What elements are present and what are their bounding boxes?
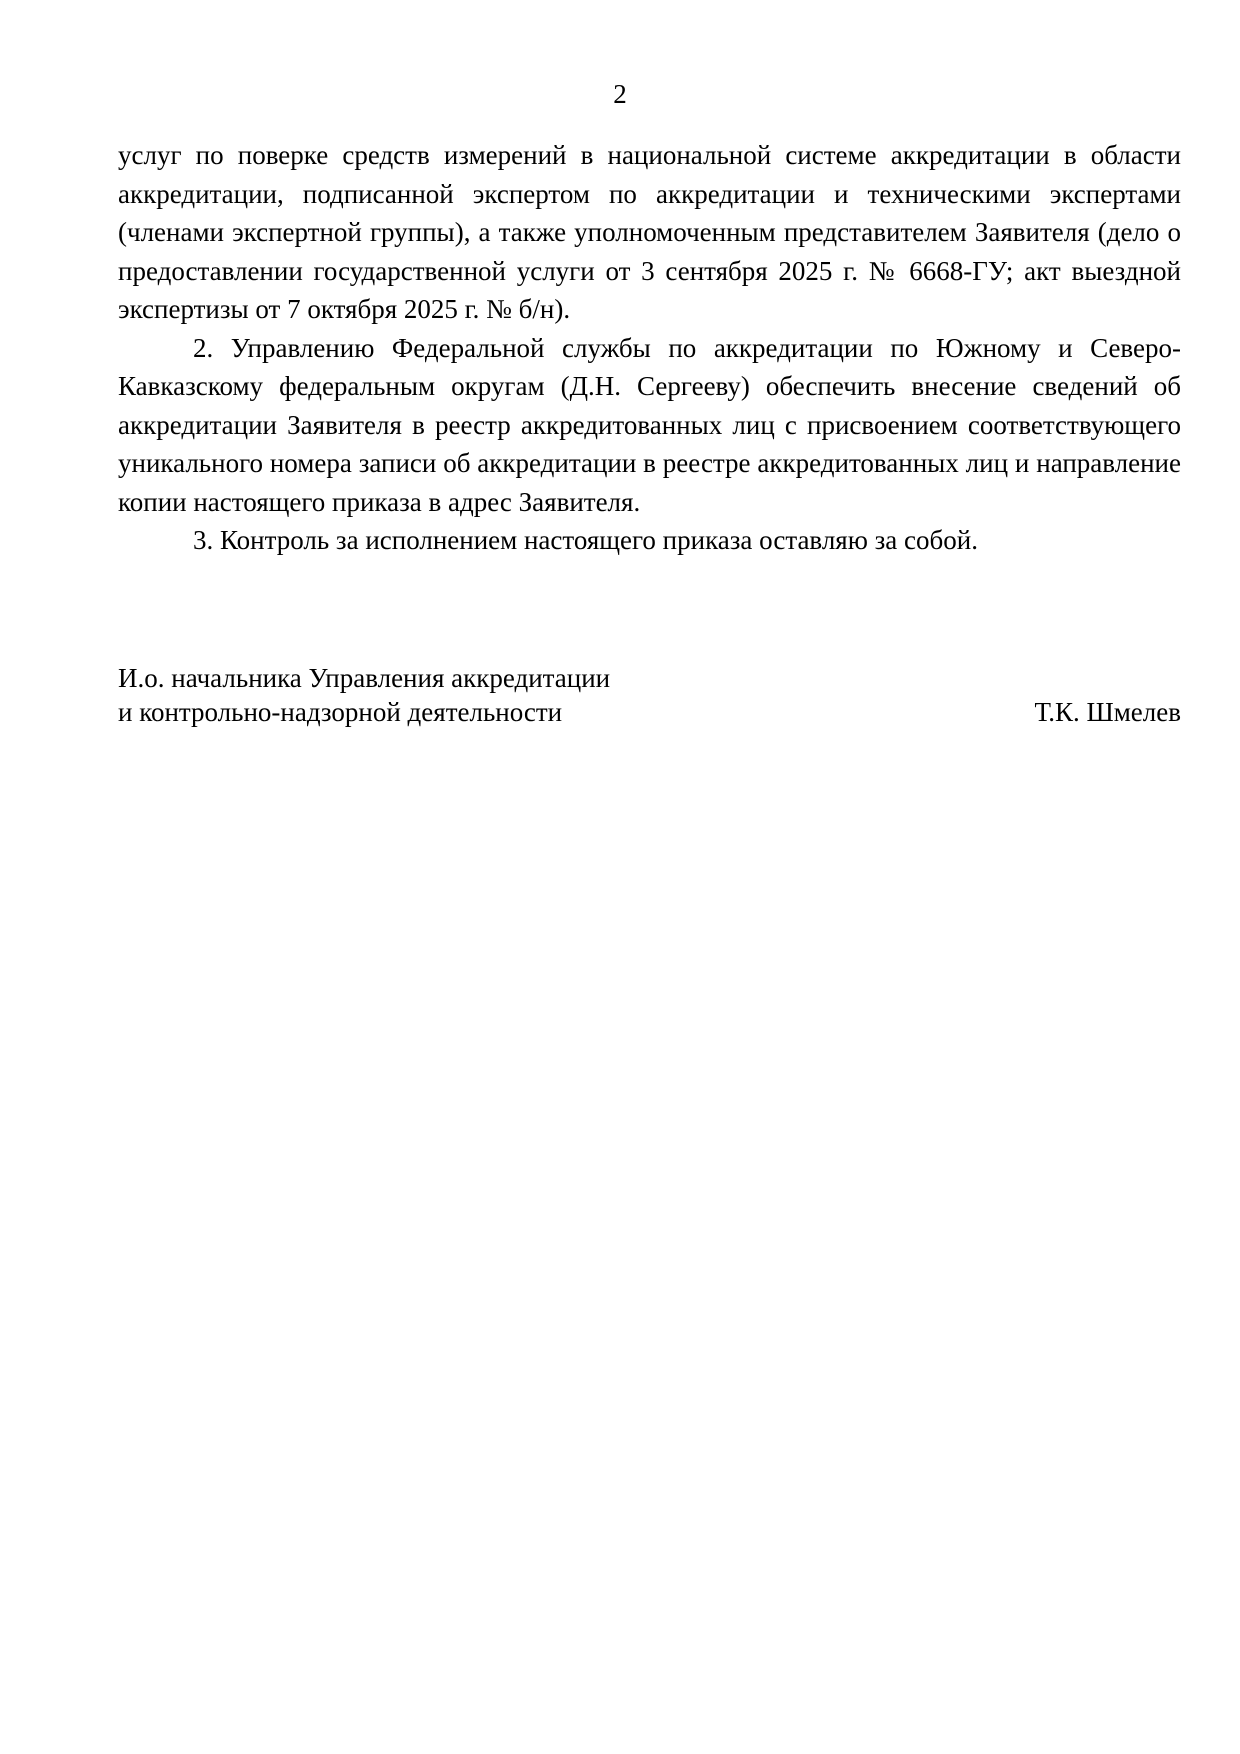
- paragraph-item-3: 3. Контроль за исполнением настоящего приказа оставляю за собой.: [193, 525, 978, 555]
- signatory-position-line-2: и контрольно-надзорной деятельности: [118, 697, 563, 727]
- signatory-name: Т.К. Шмелев: [1034, 697, 1181, 727]
- document-body: [118, 136, 1181, 560]
- page-number: 2: [613, 79, 627, 109]
- paragraph-continuation: услуг по поверке средств измерений в национальной системе аккредитации в области аккредитации, подписанной экспертом по аккредитации и техническими экспертами (членами экспертной группы), а также уполномоченным представителем Заявителя (дело о предоставлении государственной услуги от 3 сентября 2025 г. № 6668-ГУ; акт выездной экспертизы от 7 октября 2025 г. № б/н).: [118, 140, 1181, 324]
- signatory-position-line-1: И.о. начальника Управления аккредитации: [118, 663, 611, 693]
- paragraph-item-2: 2. Управлению Федеральной службы по аккредитации по Южному и Северо-Кавказскому федеральным округам (Д.Н. Сергееву) обеспечить внесение сведений об аккредитации Заявителя в реестр аккредитованных лиц с присвоением соответствующего уникального номера записи об аккредитации в реестре аккредитованных лиц и направление копии настоящего приказа в адрес Заявителя.: [118, 332, 1181, 517]
- signature-block: [118, 661, 1181, 729]
- signatory-position: [118, 661, 610, 729]
